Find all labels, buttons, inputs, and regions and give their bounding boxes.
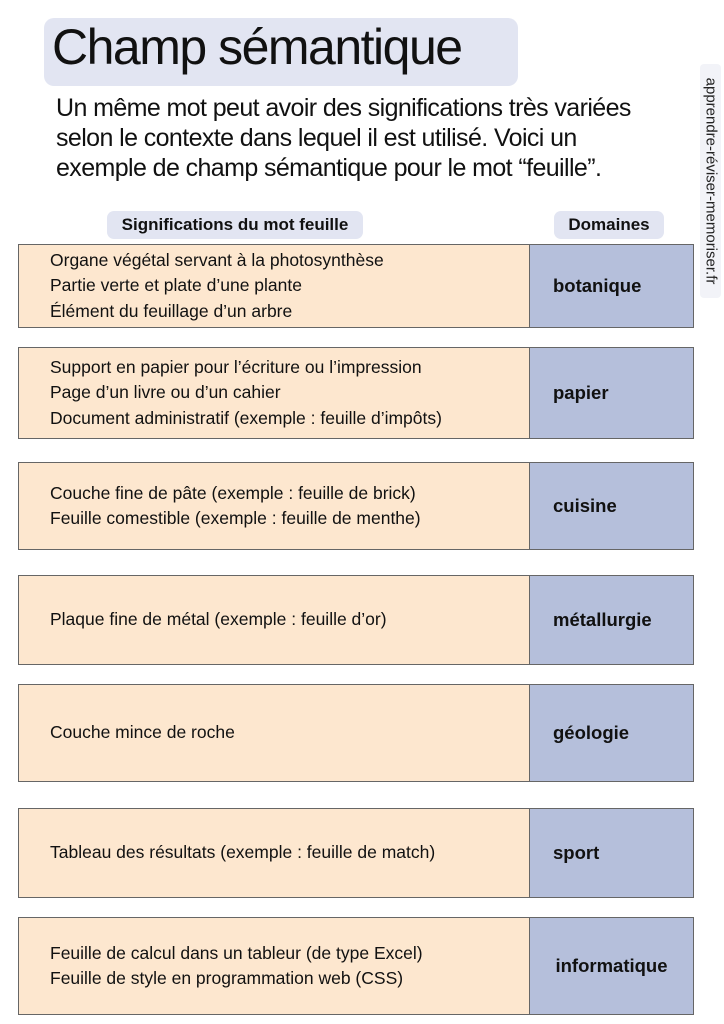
- table-row: [18, 462, 694, 550]
- meaning-line: Tableau des résultats (exemple : feuille de match): [50, 842, 436, 863]
- meaning-line: Feuille comestible (exemple : feuille de menthe): [50, 508, 421, 528]
- domain-cell: botanique: [529, 245, 693, 327]
- meaning-line: Support en papier pour l’écriture ou l’impression: [50, 356, 422, 377]
- table-row: [18, 575, 694, 665]
- meaning-line: Couche mince de roche: [50, 722, 235, 743]
- meanings-cell: [19, 463, 529, 549]
- table-row: [18, 684, 694, 782]
- domain-cell: papier: [529, 348, 693, 438]
- meanings-cell: [19, 918, 529, 1014]
- domain-cell: géologie: [529, 685, 693, 781]
- meanings-cell: [19, 576, 529, 664]
- meanings-cell: [19, 685, 529, 781]
- page-title: Champ sémantique: [52, 19, 462, 75]
- domains-column-header: Domaines: [554, 211, 664, 239]
- meaning-line: Page d’un livre ou d’un cahier: [50, 382, 281, 403]
- meaning-line: Élément du feuillage d’un arbre: [50, 300, 293, 321]
- meaning-line: Document administratif (exemple : feuille d’impôts): [50, 407, 442, 428]
- meaning-line: Couche fine de pâte (exemple : feuille de brick): [50, 482, 416, 503]
- domain-cell: cuisine: [529, 463, 693, 549]
- meaning-line: Organe végétal servant à la photosynthèse: [50, 249, 384, 270]
- meanings-cell: [19, 348, 529, 438]
- meaning-line: Plaque fine de métal (exemple : feuille d’or): [50, 609, 387, 630]
- meanings-cell: [19, 245, 529, 327]
- table-row: [18, 244, 694, 328]
- domain-cell: métallurgie: [529, 576, 693, 664]
- domain-cell: informatique: [529, 918, 693, 1014]
- watermark-badge: [700, 64, 721, 298]
- watermark-text: apprendre-réviser-memoriser.fr: [702, 77, 719, 285]
- intro-paragraph: Un même mot peut avoir des significations très variées selon le contexte dans lequel il est utilisé. Voici un exemple de champ sémantique pour le mot “feuille”.: [56, 94, 631, 182]
- meaning-line: Feuille de style en programmation web (CSS): [50, 968, 404, 988]
- meaning-line: Feuille de calcul dans un tableur (de type Excel): [50, 942, 423, 963]
- meaning-line: Partie verte et plate d’une plante: [50, 275, 302, 296]
- table-row: [18, 347, 694, 439]
- table-row: [18, 917, 694, 1015]
- meanings-column-header: Significations du mot feuille: [107, 211, 363, 239]
- domain-cell: sport: [529, 809, 693, 897]
- meanings-cell: [19, 809, 529, 897]
- table-row: [18, 808, 694, 898]
